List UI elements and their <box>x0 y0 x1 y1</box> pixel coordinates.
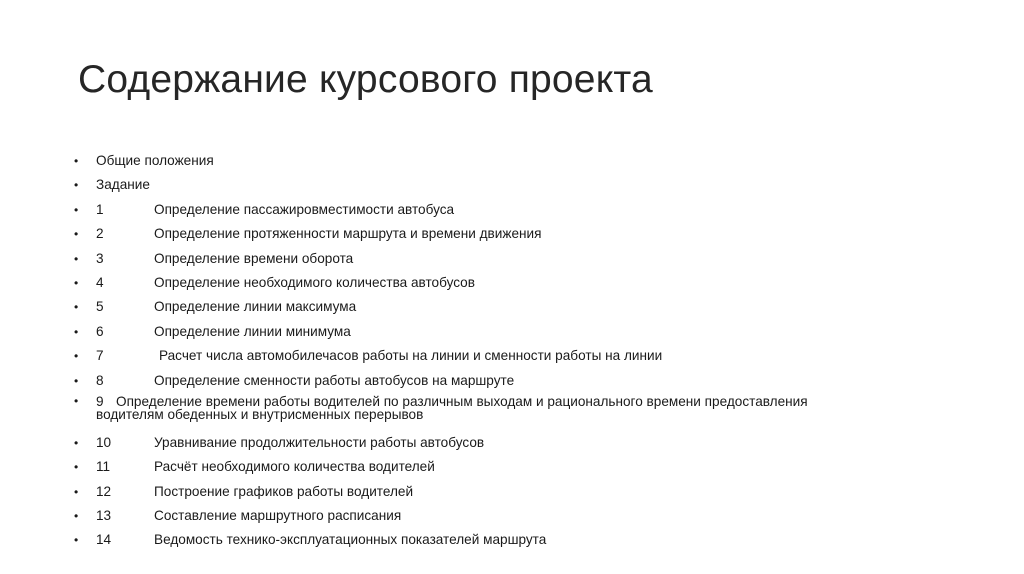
item-number: 6 <box>96 323 104 339</box>
item-number: 12 <box>96 483 112 499</box>
item-text: Определение сменности работы автобусов на маршруте <box>154 372 515 388</box>
list-item <box>74 324 808 348</box>
item-number: 2 <box>96 226 104 242</box>
item-text: Определение времени оборота <box>154 250 354 266</box>
bullet-icon: • <box>74 275 79 290</box>
bullet-icon: • <box>74 227 79 242</box>
list-item <box>74 299 808 323</box>
list-item <box>74 508 808 532</box>
item-number: 7 <box>96 348 104 364</box>
list-item <box>74 484 808 508</box>
bullet-icon: • <box>74 349 79 364</box>
bullet-icon: • <box>74 509 79 524</box>
item-text: Составление маршрутного расписания <box>154 508 402 524</box>
list-item <box>74 395 808 433</box>
list-item <box>74 251 808 275</box>
item-number: 9 <box>96 393 104 409</box>
item-text: Определение пассажировместимости автобуса <box>154 201 455 217</box>
list-item <box>74 435 808 459</box>
item-text: Определение необходимого количества автобусов <box>154 274 475 290</box>
item-text: Построение графиков работы водителей <box>154 483 414 499</box>
item-text: Определение линии минимума <box>154 323 351 339</box>
bullet-icon: • <box>74 533 79 548</box>
contents-list <box>74 153 808 557</box>
item-number: 8 <box>96 372 104 388</box>
list-item <box>74 459 808 483</box>
item-number: 5 <box>96 299 104 315</box>
bullet-icon: • <box>74 324 79 339</box>
slide-title: Содержание курсового проекта <box>78 58 653 101</box>
item-text: Расчёт необходимого количества водителей <box>154 459 435 475</box>
item-number: 1 <box>96 201 104 217</box>
item-text: Определение линии максимума <box>154 299 357 315</box>
list-item <box>74 202 808 226</box>
bullet-icon: • <box>74 460 79 475</box>
item-text: Уравнивание продолжительности работы автобусов <box>154 434 485 450</box>
item-text-continuation: водителям обеденных и внутрисменных перерывов <box>96 406 424 422</box>
bullet-icon: • <box>74 435 79 450</box>
item-number: 14 <box>96 532 112 548</box>
list-item <box>74 153 808 177</box>
bullet-icon: • <box>74 373 79 388</box>
bullet-icon: • <box>74 202 79 217</box>
bullet-icon: • <box>74 154 79 168</box>
bullet-icon: • <box>74 484 79 499</box>
bullet-icon: • <box>74 300 79 315</box>
bullet-icon: • <box>74 251 79 266</box>
bullet-icon: • <box>74 178 79 193</box>
item-text: Определение протяженности маршрута и времени движения <box>154 226 542 242</box>
item-number: 4 <box>96 274 104 290</box>
item-text: Определение времени работы водителей по различным выходам и рационального времени предоставления <box>116 393 808 409</box>
item-text: Расчет числа автомобилечасов работы на линии и сменности работы на линии <box>159 348 663 364</box>
list-item <box>74 348 808 372</box>
item-number: 13 <box>96 508 112 524</box>
item-text: Ведомость технико-эксплуатационных показателей маршрута <box>154 532 547 548</box>
list-item <box>74 177 808 201</box>
item-text: Задание <box>96 177 150 193</box>
item-number: 10 <box>96 434 112 450</box>
item-text: Общие положения <box>96 153 214 168</box>
list-item <box>74 275 808 299</box>
list-item <box>74 226 808 250</box>
item-number: 3 <box>96 250 104 266</box>
list-item <box>74 532 808 556</box>
bullet-icon: • <box>74 393 79 408</box>
item-number: 11 <box>96 459 111 475</box>
